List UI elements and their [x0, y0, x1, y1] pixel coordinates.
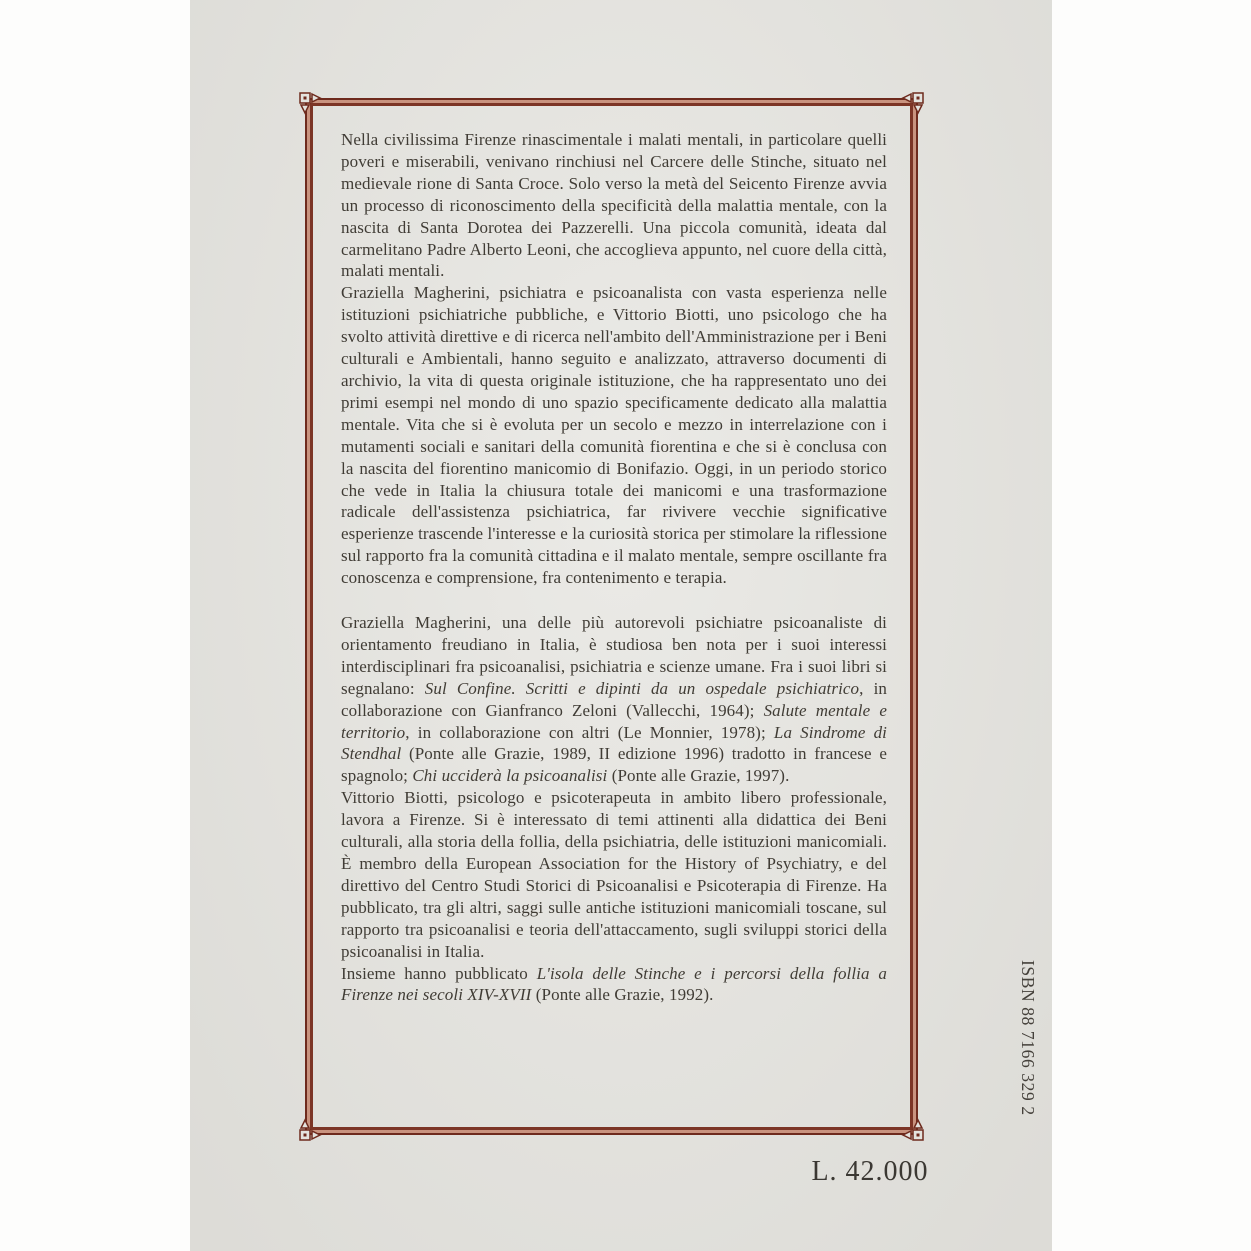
- paragraph-text: Vittorio Biotti, psicologo e psicoterapeuta in ambito libero professionale, lavora a Firenze. Si è interessato di temi attinenti alla didattica dei Beni culturali, alla storia della follia, della psichiatria, delle istituzioni manicomiali. È membro della European Association for the History of Psychiatry, e del direttivo del Centro Studi Storici di Psicoanalisi e Psicoterapia di Firenze. Ha pubblicato, tra gli altri, saggi sulle antiche istituzioni manicomiali toscane, sul rapporto tra psicoanalisi e teoria dell'attaccamento, sugli sviluppi storici della psicoanalisi in Italia.: [341, 788, 887, 961]
- paragraph-text: , in collaborazione con Gianfranco Zeloni (Vallecchi, 1964);: [341, 678, 887, 720]
- corner-ornament-icon: [898, 90, 926, 118]
- corner-ornament-icon: [297, 1115, 325, 1143]
- book-title-italic: La Sindrome di Stendhal: [341, 722, 887, 764]
- paragraph: [341, 282, 887, 589]
- corner-ornament-icon: [898, 1115, 926, 1143]
- decorative-frame: [305, 98, 918, 1135]
- price-label: L. 42.000: [811, 1156, 929, 1187]
- book-title-italic: Salute mentale e territorio: [341, 700, 887, 742]
- paragraph-text: (Ponte alle Grazie, 1992).: [531, 985, 714, 1005]
- paragraph-text: , in collaborazione con altri (Le Monnier, 1978);: [405, 722, 774, 742]
- paragraph-text: Graziella Magherini, psichiatra e psicoanalista con vasta esperienza nelle istituzioni psichiatriche pubbliche, e Vittorio Biotti, uno psicologo che ha svolto attività direttive e di ricerca nell'ambito dell'Amministrazione per i Beni culturali e Ambientali, hanno seguito e analizzato, attraverso documenti di archivio, la vita di questa originale istituzione, che ha rappresentato uno dei primi esempi nel mondo di uno spazio specificamente dedicato alla malattia mentale. Vita che si è evoluta per un secolo e mezzo in interrelazione con i mutamenti sociali e sanitari della comunità fiorentina e che si è conclusa con la nascita del fiorentino manicomio di Bonifazio. Oggi, in un periodo storico che vede in Italia la chiusura totale dei manicomi e una trasformazione radicale dell'assistenza psichiatrica, far rivivere vecchie significative esperienze trascende l'interesse e la curiosità storica per stimolare la riflessione sul rapporto fra la comunità cittadina e il malato mentale, sempre oscillante fra conoscenza e comprensione, fra contenimento e terapia.: [341, 283, 887, 588]
- paragraph-text: Graziella Magherini, una delle più autorevoli psichiatre psicoanaliste di orientamento freudiano in Italia, è studiosa ben nota per i suoi interessi interdisciplinari fra psicoanalisi, psichiatria e scienze umane. Fra i suoi libri si segnalano:: [341, 613, 887, 698]
- paragraph: [341, 963, 887, 1007]
- book-title-italic: Chi ucciderà la psicoanalisi: [412, 766, 608, 786]
- paragraph: [341, 612, 887, 787]
- paragraph-text: (Ponte alle Grazie, 1997).: [607, 766, 790, 786]
- book-title-italic: Sul Confine. Scritti e dipinti da un ospedale psichiatrico: [424, 678, 860, 698]
- corner-ornament-icon: [297, 90, 325, 118]
- paragraph: [341, 787, 887, 962]
- paragraph-text: Nella civilissima Firenze rinascimentale i malati mentali, in particolare quelli poveri e miserabili, venivano rinchiusi nel Carcere delle Stinche, situato nel medievale rione di Santa Croce. Solo verso la metà del Seicento Firenze avvia un processo di riconoscimento della specificità della malattia mentale, con la nascita di Santa Dorotea dei Pazzerelli. Una piccola comunità, ideata dal carmelitano Padre Alberto Leoni, che accoglieva appunto, nel cuore della città, malati mentali.: [341, 130, 887, 281]
- paragraph-text: Insieme hanno pubblicato: [341, 963, 537, 983]
- book-back-cover-page: [190, 0, 1052, 1251]
- book-title-italic: L'isola delle Stinche e i percorsi della follia a Firenze nei secoli XIV-XVII: [341, 963, 887, 1005]
- blurb-text: [341, 129, 887, 1121]
- paragraph-text: (Ponte alle Grazie, 1989, II edizione 1996) tradotto in francese e spagnolo;: [341, 744, 887, 786]
- paragraph: [341, 129, 887, 282]
- isbn-label: ISBN 88 7166 329 2: [1018, 960, 1038, 1116]
